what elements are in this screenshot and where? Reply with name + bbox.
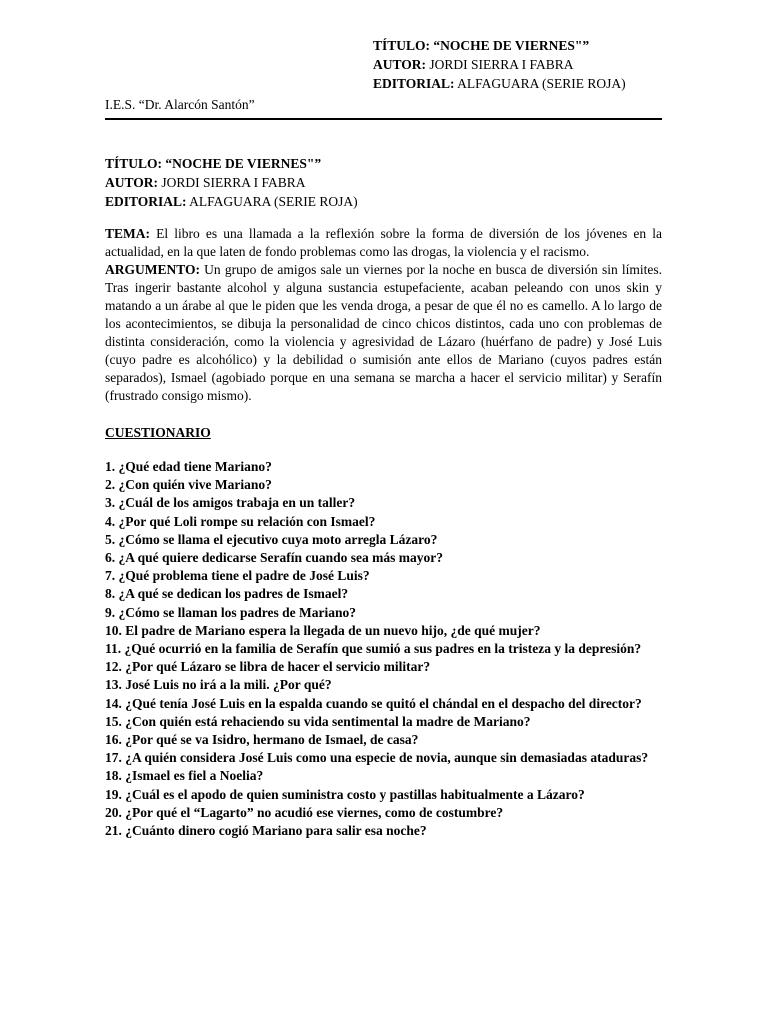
school-name: I.E.S. “Dr. Alarcón Santón” — [105, 97, 255, 112]
header-autor-label: AUTOR: — [373, 57, 427, 72]
header-editorial-value: ALFAGUARA (SERIE ROJA) — [457, 76, 626, 91]
question-item: 18. ¿Ismael es fiel a Noelia? — [105, 768, 264, 784]
header-titulo-label: TÍTULO: — [373, 38, 431, 53]
question-item: 1. ¿Qué edad tiene Mariano? — [105, 459, 272, 474]
titulo-line — [105, 154, 662, 173]
editorial-value: ALFAGUARA (SERIE ROJA) — [189, 194, 358, 209]
question-item: 21. ¿Cuánto dinero cogió Mariano para salir esa noche? — [105, 823, 427, 839]
question-item: 3. ¿Cuál de los amigos trabaja en un taller? — [105, 495, 356, 511]
question-item: 11. ¿Qué ocurrió en la familia de Serafín que sumió a sus padres en la tristeza y la depresión? — [105, 641, 642, 657]
header-autor-line — [373, 55, 662, 74]
tema-text: El libro es una llamada a la reflexión sobre la forma de diversión de los jóvenes en la actualidad, en la que laten de fondo problemas como las drogas, la violencia y el racismo. — [105, 226, 663, 259]
summary-block — [105, 225, 662, 405]
editorial-label: EDITORIAL: — [105, 194, 187, 209]
header-autor-value: JORDI SIERRA I FABRA — [429, 57, 574, 72]
tema-paragraph — [105, 225, 662, 261]
question-item: 16. ¿Por qué se va Isidro, hermano de Ismael, de casa? — [105, 732, 419, 748]
header-title-block — [373, 36, 662, 93]
question-item: 8. ¿A qué se dedican los padres de Ismael? — [105, 586, 349, 602]
header-titulo-line — [373, 36, 662, 55]
editorial-line — [105, 192, 662, 211]
autor-value: JORDI SIERRA I FABRA — [161, 175, 306, 190]
question-list — [105, 458, 662, 840]
header-editorial-label: EDITORIAL: — [373, 76, 455, 91]
question-item: 4. ¿Por qué Loli rompe su relación con Ismael? — [105, 513, 376, 529]
question-item: 7. ¿Qué problema tiene el padre de José Luis? — [105, 568, 370, 584]
autor-label: AUTOR: — [105, 175, 159, 190]
question-item: 14. ¿Qué tenía José Luis en la espalda cuando se quitó el chándal en el despacho del director? — [105, 695, 642, 711]
argumento-text: Un grupo de amigos sale un viernes por la noche en busca de diversión sin límites. Tras ingerir bastante alcohol y alguna sustancia estupefaciente, acaban peleando con unos skin y matando a un árabe al que le piden que les venda droga, a pesar de que él no es camello. A lo largo de los acontecimientos, se dibuja la personalidad de cinco chicos distintos, cada uno con problemas de distinta consideración, como la violencia y agresividad de Lázaro (huérfano de padre) y José Luis (cuyo padre es alcohólico) y la debilidad o sumisión ante ellos de Mariano (cuyos padres están separados), Ismael (agobiado porque en una semana se marcha a hacer el servicio militar) y Serafín (frustrado consigo mismo). — [105, 262, 662, 403]
argumento-paragraph — [105, 261, 662, 405]
header-titulo-value: “NOCHE DE VIERNES"” — [433, 38, 590, 53]
question-item: 10. El padre de Mariano espera la llegada de un nuevo hijo, ¿de qué mujer? — [105, 622, 541, 638]
question-item: 15. ¿Con quién está rehaciendo su vida sentimental la madre de Mariano? — [105, 713, 531, 729]
question-item: 12. ¿Por qué Lázaro se libra de hacer el servicio militar? — [105, 659, 431, 675]
question-item: 20. ¿Por qué el “Lagarto” no acudió ese viernes, como de costumbre? — [105, 804, 504, 820]
question-item: 6. ¿A qué quiere dedicarse Serafín cuando sea más mayor? — [105, 550, 443, 566]
titulo-value: “NOCHE DE VIERNES"” — [165, 156, 322, 171]
document-body — [105, 154, 662, 840]
question-item: 19. ¿Cuál es el apodo de quien suministra costo y pastillas habitualmente a Lázaro? — [105, 786, 585, 802]
titulo-label: TÍTULO: — [105, 156, 163, 171]
argumento-label: ARGUMENTO: — [105, 262, 201, 277]
question-item: 5. ¿Cómo se llama el ejecutivo cuya moto arregla Lázaro? — [105, 531, 438, 547]
tema-label: TEMA: — [105, 226, 150, 241]
title-block — [105, 154, 662, 211]
question-item: 2. ¿Con quién vive Mariano? — [105, 477, 272, 493]
cuestionario-heading: CUESTIONARIO — [105, 425, 211, 440]
document-header — [105, 36, 662, 120]
question-item: 17. ¿A quién considera José Luis como una especie de novia, aunque sin demasiadas ataduras? — [105, 750, 649, 766]
header-editorial-line — [373, 74, 662, 93]
question-item: 13. José Luis no irá a la mili. ¿Por qué? — [105, 677, 332, 693]
autor-line — [105, 173, 662, 192]
question-item: 9. ¿Cómo se llaman los padres de Mariano? — [105, 604, 357, 620]
